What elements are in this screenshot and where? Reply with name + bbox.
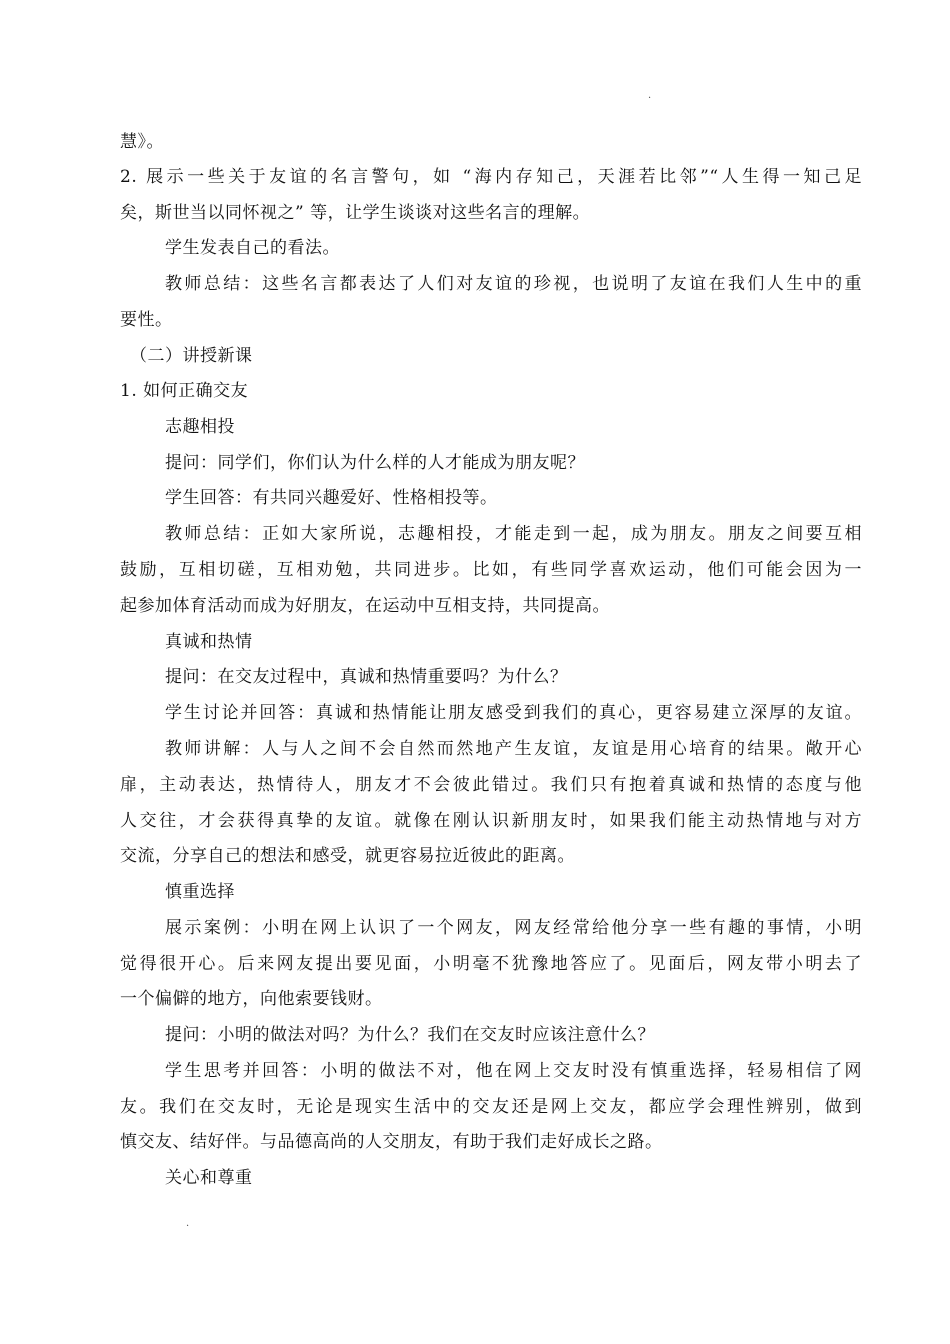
page-mark-bottom: · bbox=[186, 1221, 190, 1232]
text-line: 友。我们在交友时，无论是现实生活中的交友还是网上交友，都应学会理性辨别，做到 bbox=[120, 1097, 862, 1117]
text-line: 慧》。 bbox=[120, 132, 164, 152]
topic-heading: 关心和尊重 bbox=[165, 1168, 253, 1188]
text-line: 提问：同学们，你们认为什么样的人才能成为朋友呢？ bbox=[165, 453, 585, 473]
subsection-heading: 1. 如何正确交友 bbox=[120, 381, 249, 401]
text-line: 教师总结：正如大家所说，志趣相投，才能走到一起，成为朋友。朋友之间要互相 bbox=[165, 524, 862, 544]
text-line: 一个偏僻的地方，向他索要钱财。 bbox=[120, 989, 383, 1009]
text-line: 慎交友、结好伴。与品德高尚的人交朋友，有助于我们走好成长之路。 bbox=[120, 1132, 663, 1152]
page-mark-top: · bbox=[648, 93, 652, 104]
text-line: 教师讲解：人与人之间不会自然而然地产生友谊，友谊是用心培育的结果。敞开心 bbox=[165, 739, 862, 759]
text-line: 教师总结：这些名言都表达了人们对友谊的珍视，也说明了友谊在我们人生中的重 bbox=[165, 274, 862, 294]
text-line: 学生发表自己的看法。 bbox=[165, 238, 340, 258]
topic-heading: 真诚和热情 bbox=[165, 632, 253, 652]
topic-heading: 志趣相投 bbox=[165, 417, 235, 437]
text-line: 提问：在交友过程中，真诚和热情重要吗？为什么？ bbox=[165, 667, 568, 687]
text-line: 鼓励，互相切磋，互相劝勉，共同进步。比如，有些同学喜欢运动，他们可能会因为一 bbox=[120, 560, 862, 580]
text-line: 学生回答：有共同兴趣爱好、性格相投等。 bbox=[165, 488, 498, 508]
text-line: 起参加体育活动而成为好朋友，在运动中互相支持，共同提高。 bbox=[120, 596, 610, 616]
text-line: 学生思考并回答：小明的做法不对，他在网上交友时没有慎重选择，轻易相信了网 bbox=[165, 1061, 862, 1081]
topic-heading: 慎重选择 bbox=[165, 882, 235, 902]
text-line: 觉得很开心。后来网友提出要见面，小明毫不犹豫地答应了。见面后，网友带小明去了 bbox=[120, 954, 862, 974]
section-heading: （二）讲授新课 bbox=[130, 346, 253, 366]
text-line: 人交往，才会获得真挚的友谊。就像在刚认识新朋友时，如果我们能主动热情地与对方 bbox=[120, 811, 862, 831]
text-line: 学生讨论并回答：真诚和热情能让朋友感受到我们的真心，更容易建立深厚的友谊。 bbox=[165, 703, 862, 723]
text-line: 交流，分享自己的想法和感受，就更容易拉近彼此的距离。 bbox=[120, 846, 575, 866]
text-line: 2. 展示一些关于友谊的名言警句，如 “海内存知己，天涯若比邻”“人生得一知己足 bbox=[120, 167, 862, 187]
text-line: 展示案例：小明在网上认识了一个网友，网友经常给他分享一些有趣的事情，小明 bbox=[165, 918, 862, 938]
text-line: 矣，斯世当以同怀视之” 等，让学生谈谈对这些名言的理解。 bbox=[120, 203, 591, 223]
text-line: 扉，主动表达，热情待人，朋友才不会彼此错过。我们只有抱着真诚和热情的态度与他 bbox=[120, 775, 862, 795]
text-line: 要性。 bbox=[120, 310, 173, 330]
text-line: 提问：小明的做法对吗？为什么？我们在交友时应该注意什么？ bbox=[165, 1025, 655, 1045]
